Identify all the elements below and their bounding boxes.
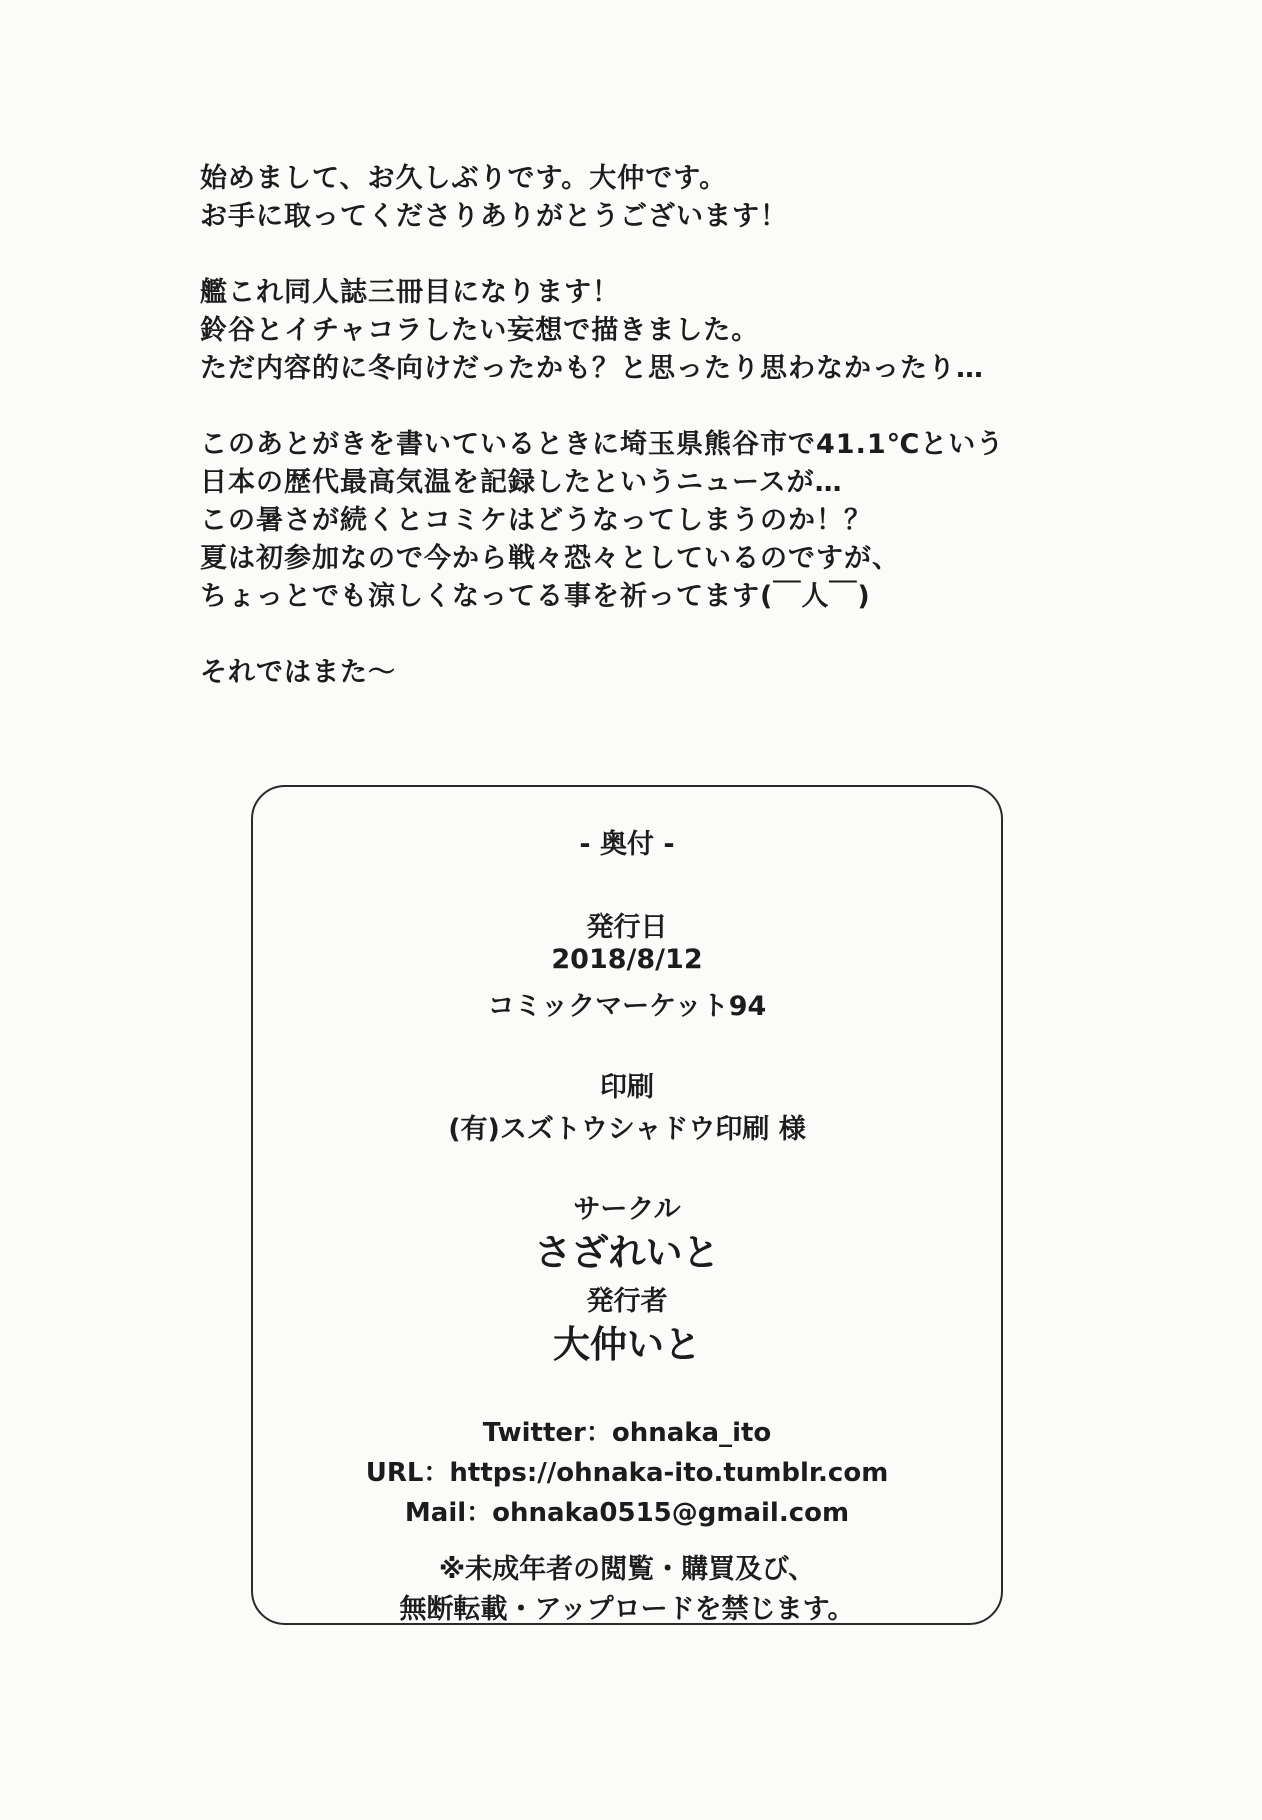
printer-name: (有)スズトウシャドウ印刷 様: [448, 1114, 806, 1145]
afterword-line: 鈴谷とイチャコラしたい妄想で描きました。: [200, 315, 760, 346]
afterword-line: それではまた～: [200, 657, 396, 688]
afterword-paragraph-about-book: [200, 274, 1100, 388]
colophon-box: [251, 785, 1003, 1625]
afterword-line: 日本の歴代最高気温を記録したというニュースが…: [200, 467, 843, 498]
afterword-paragraph-greeting: [200, 160, 1100, 236]
event-name: コミックマーケット94: [487, 991, 767, 1022]
notice-line: 無断転載・アップロードを禁じます。: [399, 1594, 855, 1625]
afterword-line: ちょっとでも涼しくなってる事を祈ってます(￣人￣): [200, 581, 871, 612]
publisher-name: 大仲いと: [553, 1323, 701, 1366]
colophon-heading: - 奥付 -: [579, 829, 675, 860]
circle-name: さざれいと: [534, 1231, 720, 1274]
contact-email: Mail：ohnaka0515@gmail.com: [404, 1498, 850, 1528]
publish-date: 2018/8/12: [551, 944, 703, 975]
afterword-line: お手に取ってくださりありがとうございます！: [200, 201, 788, 232]
afterword-text: [200, 160, 1100, 730]
afterword-line: 始めまして、お久しぶりです。大仲です。: [200, 163, 728, 194]
afterword-line: 艦これ同人誌三冊目になります！: [200, 277, 620, 308]
publish-date-label: 発行日: [586, 912, 668, 943]
afterword-line: ただ内容的に冬向けだったかも？と思ったり思わなかったり…: [200, 353, 984, 384]
afterword-paragraph-heat-news: [200, 426, 1100, 616]
afterword-line: このあとがきを書いているときに埼玉県熊谷市で41.1℃という: [200, 429, 1005, 460]
publisher-label: 発行者: [586, 1286, 668, 1317]
printing-label: 印刷: [600, 1072, 654, 1103]
afterword-paragraph-closing: [200, 654, 1100, 692]
circle-label: サークル: [573, 1194, 681, 1225]
notice-line: ※未成年者の閲覧・購買及び、: [438, 1554, 816, 1585]
afterword-line: 夏は初参加なので今から戦々恐々としているのですが、: [200, 543, 900, 574]
twitter-handle: Twitter：ohnaka_ito: [482, 1418, 772, 1448]
website-url: URL：https://ohnaka-ito.tumblr.com: [365, 1458, 889, 1488]
afterword-line: この暑さが続くとコミケはどうなってしまうのか！？: [200, 505, 872, 536]
